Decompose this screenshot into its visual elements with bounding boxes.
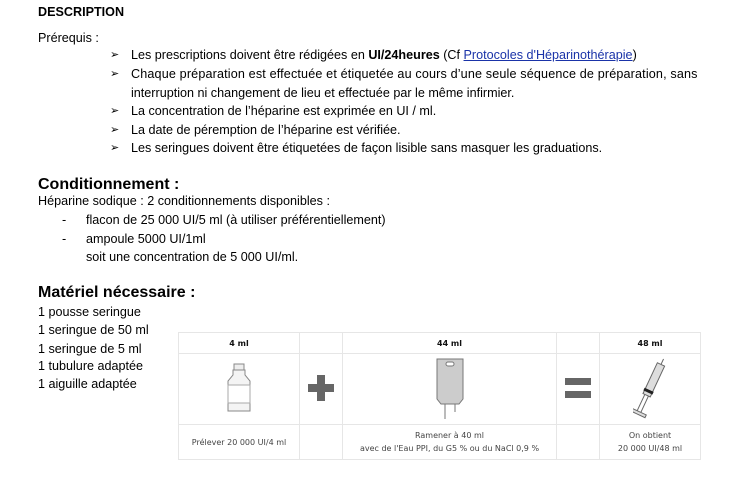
header-bag: 44 ml	[343, 333, 557, 354]
header-vial: 4 ml	[179, 333, 300, 354]
step3-text: On obtient 20 000 UI/48 ml	[600, 425, 701, 460]
vial-icon	[179, 354, 300, 425]
dash-icon: -	[62, 232, 67, 246]
bullet-2-line2: interruption ni changement de lieu et effectuée par le même infirmier.	[131, 86, 515, 100]
plus-icon	[300, 354, 343, 425]
protocol-link[interactable]: Protocoles d'Héparinothérapie	[463, 48, 633, 62]
dash-icon: -	[62, 213, 67, 227]
conditionnement-note: soit une concentration de 5 000 UI/ml.	[86, 250, 299, 264]
arrow-bullet-icon: ➢	[110, 49, 120, 61]
preparation-table	[178, 332, 701, 460]
bullet-5: Les seringues doivent être étiquetées de façon lisible sans masquer les graduations.	[131, 141, 603, 155]
iv-bag-icon	[343, 354, 557, 425]
materiel-title: Matériel nécessaire :	[38, 284, 196, 301]
bullet-2-line1: Chaque préparation est effectuée et étiquetée au cours d’une seule séquence de préparation, sans	[131, 67, 698, 81]
step2-text: Ramener à 40 ml avec de l'Eau PPI, du G5 % ou du NaCl 0,9 %	[343, 425, 557, 460]
prereq-label: Prérequis :	[38, 31, 99, 45]
equals-icon	[557, 354, 600, 425]
bullet-3: La concentration de l’héparine est exprimée en UI / ml.	[131, 104, 437, 118]
step1-text: Prélever 20 000 UI/4 ml	[179, 425, 300, 460]
materiel-item: 1 seringue de 5 ml	[38, 342, 142, 356]
bullet-1: Les prescriptions doivent être rédigées en UI/24heures (Cf Protocoles d'Héparinothérapie)	[131, 48, 637, 62]
header-syringe: 48 ml	[600, 333, 701, 354]
materiel-item: 1 tubulure adaptée	[38, 359, 144, 373]
materiel-item: 1 aiguille adaptée	[38, 377, 137, 391]
materiel-item: 1 seringue de 50 ml	[38, 323, 149, 337]
conditionnement-item: flacon de 25 000 UI/5 ml (à utiliser préférentiellement)	[86, 213, 386, 227]
arrow-bullet-icon: ➢	[110, 142, 120, 154]
bullet-4: La date de péremption de l’héparine est vérifiée.	[131, 123, 401, 137]
conditionnement-intro: Héparine sodique : 2 conditionnements disponibles :	[38, 194, 330, 208]
syringe-icon	[600, 354, 701, 425]
conditionnement-item: ampoule 5000 UI/1ml	[86, 232, 206, 246]
arrow-bullet-icon: ➢	[110, 68, 120, 80]
section-title: DESCRIPTION	[38, 5, 125, 19]
materiel-item: 1 pousse seringue	[38, 305, 141, 319]
conditionnement-title: Conditionnement :	[38, 176, 180, 193]
arrow-bullet-icon: ➢	[110, 124, 120, 136]
arrow-bullet-icon: ➢	[110, 105, 120, 117]
